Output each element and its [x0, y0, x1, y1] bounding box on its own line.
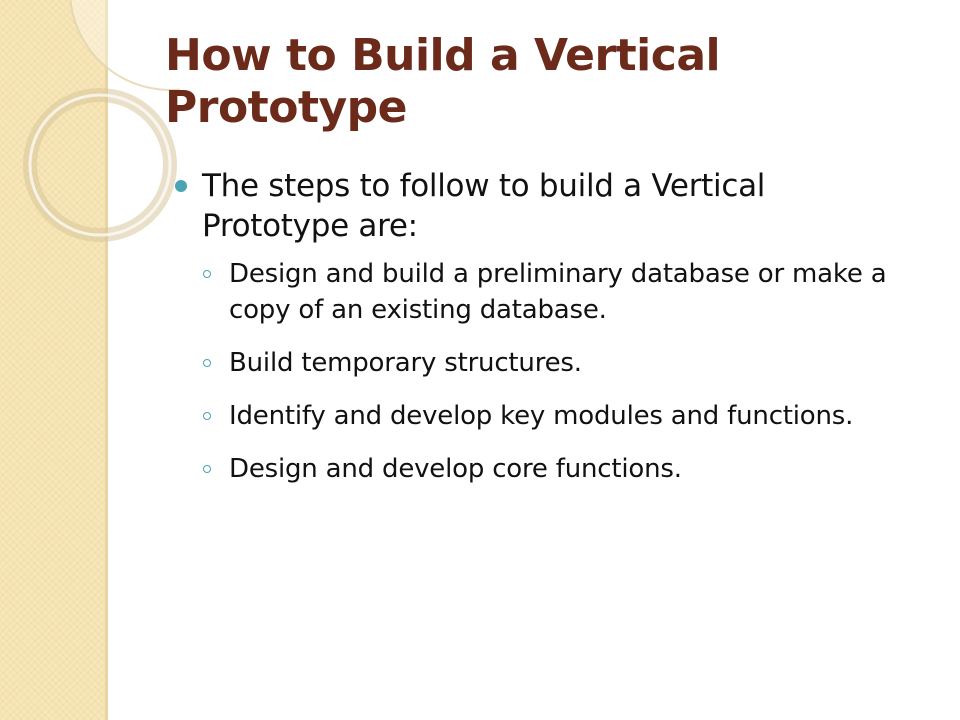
ring-bullet-icon — [203, 465, 211, 473]
sub-bullet-text: Design and build a preliminary database or make a copy of an existing database. — [229, 259, 887, 325]
sub-bullet-text: Design and develop core functions. — [229, 454, 682, 484]
slide-content — [175, 166, 895, 504]
slide-title: How to Build a Vertical Prototype — [165, 30, 721, 133]
decorative-circles — [0, 0, 180, 260]
sub-bullet-item — [175, 256, 895, 328]
sub-bullet-text: Identify and develop key modules and functions. — [229, 401, 854, 431]
sub-bullet-item — [175, 345, 895, 381]
ring-bullet-icon — [203, 412, 211, 420]
sub-bullet-list — [175, 256, 895, 487]
sub-bullet-item — [175, 451, 895, 487]
ring-bullet-icon — [203, 359, 211, 367]
bullet-dot-icon — [175, 180, 187, 192]
bullet-text: The steps to follow to build a Vertical Prototype are: — [202, 168, 766, 244]
sub-bullet-item — [175, 398, 895, 434]
ring-bullet-icon — [203, 270, 211, 278]
bullet-item — [175, 166, 895, 246]
sub-bullet-text: Build temporary structures. — [229, 348, 582, 378]
